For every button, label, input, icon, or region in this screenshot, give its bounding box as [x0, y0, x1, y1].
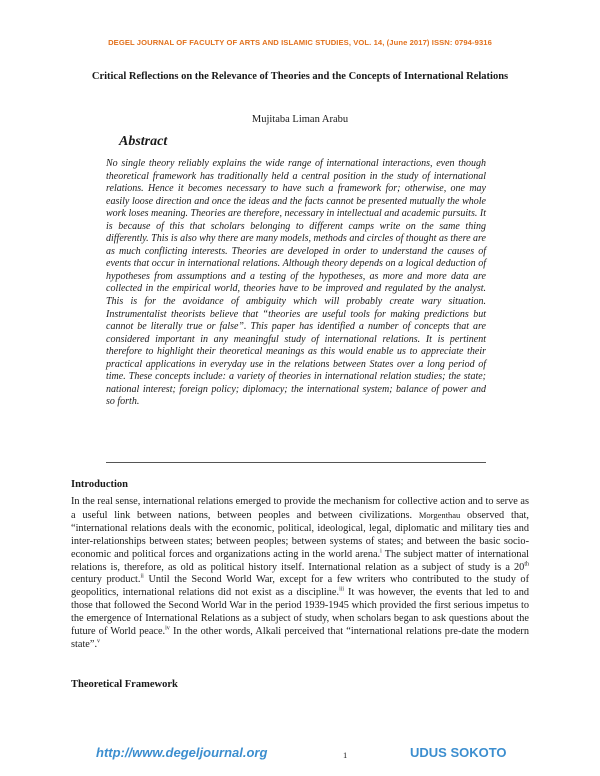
footnote-ref-2[interactable]: ii	[140, 574, 144, 581]
abstract-text: No single theory reliably explains the wide range of international interactions, even though theoretical framework has traditionally held a central position in the study of international relations. Hence it becomes necessary to have such a framework for; otherwise, one may easily loose direction and once the ideas and the facts cannot be presented mutually the whole work loses meaning. Theories are therefore, necessary in intellectual and academic pursuits. It is because of this that scholars belonging to different camps write on the same thing differently. This is also why there are many models, methods and circles of thought as there are as much conflicting interests. Theories are developed in order to understand the causes of events that occur in international relations. Although theory depends on a logical deduction of hypotheses from assumptions and a testing of the hypotheses, as more and more data are collected in the empirical world, theories have to be improved and regulated by the analyst. This is for the avoidance of ambiguity which will probably create wary situation. Instrumentalist theorists believe that “theories are useful tools for making predictions but cannot be literally true or false”. This paper has identified a number of concepts that are considered important in any meaningful study of international relations. It is pertinent therefore to highlight their theoretical meanings as this would enable us to appreciate their practical applications in everyday use in the relations between States over a long period of time. These concepts include: a variety of theories in international relation studies; the state; national interest; foreign policy; diplomacy; the international system; balance of power and so forth.	[106, 158, 486, 408]
footnote-ref-5[interactable]: v	[97, 638, 101, 645]
intro-morgenthau: Morgenthau	[418, 509, 461, 520]
introduction-paragraph	[71, 496, 529, 652]
theoretical-framework-heading: Theoretical Framework	[71, 679, 178, 690]
page-number: 1	[343, 750, 348, 760]
paper-title: Critical Reflections on the Relevance of Theories and the Concepts of International Relations	[91, 71, 509, 82]
footer-university: UDUS SOKOTO	[410, 745, 507, 760]
footnote-ref-3[interactable]: iii	[339, 586, 345, 593]
intro-text-1: In the real sense, international relations emerged to provide the mechanism for collective action and to serve as a useful link between nations, between peoples and between civilizations.	[71, 496, 529, 521]
intro-text-7: In the other words, Alkali perceived that “international relations pre-date the modern state”.	[71, 626, 530, 650]
intro-text-5: Until the Second World War, except for a few writers who contributed to the study of geopolitics, international relations did not exist as a discipline.	[71, 574, 530, 599]
footnote-ref-4[interactable]: iv	[165, 625, 170, 632]
intro-text-3: The subject matter of international relations is, therefore, as old as political history itself. International relation as a subject of study is a 20	[71, 548, 529, 573]
author-name: Mujitaba Liman Arabu	[251, 114, 349, 125]
introduction-heading: Introduction	[71, 479, 128, 490]
abstract-section	[106, 158, 486, 463]
superscript-th: th	[524, 561, 529, 568]
footer-url-link[interactable]: http://www.degeljournal.org	[96, 745, 268, 760]
journal-header: DEGEL JOURNAL OF FACULTY OF ARTS AND ISLAMIC STUDIES, VOL. 14, (June 2017) ISSN: 0794-9316	[108, 38, 492, 47]
intro-text-6: It was however, the events that led to and those that followed the Second World War in the period 1939-1945 which provided the first serious impetus to the emergence of International Relations as a subject of study, when scholars began to ask questions about the future of World peace.	[71, 587, 530, 638]
intro-text-2: observed that, “international relations deals with the economic, political, ideological, legal, diplomatic and military ties and inter-relationships between states; between peoples; between systems of states; and between the basic socio-economic and political forces and organizations acting in the world arena.	[71, 509, 529, 560]
footnote-ref-1[interactable]: i	[380, 548, 382, 555]
abstract-heading: Abstract	[119, 134, 168, 149]
intro-text-4: century product.	[71, 574, 141, 586]
